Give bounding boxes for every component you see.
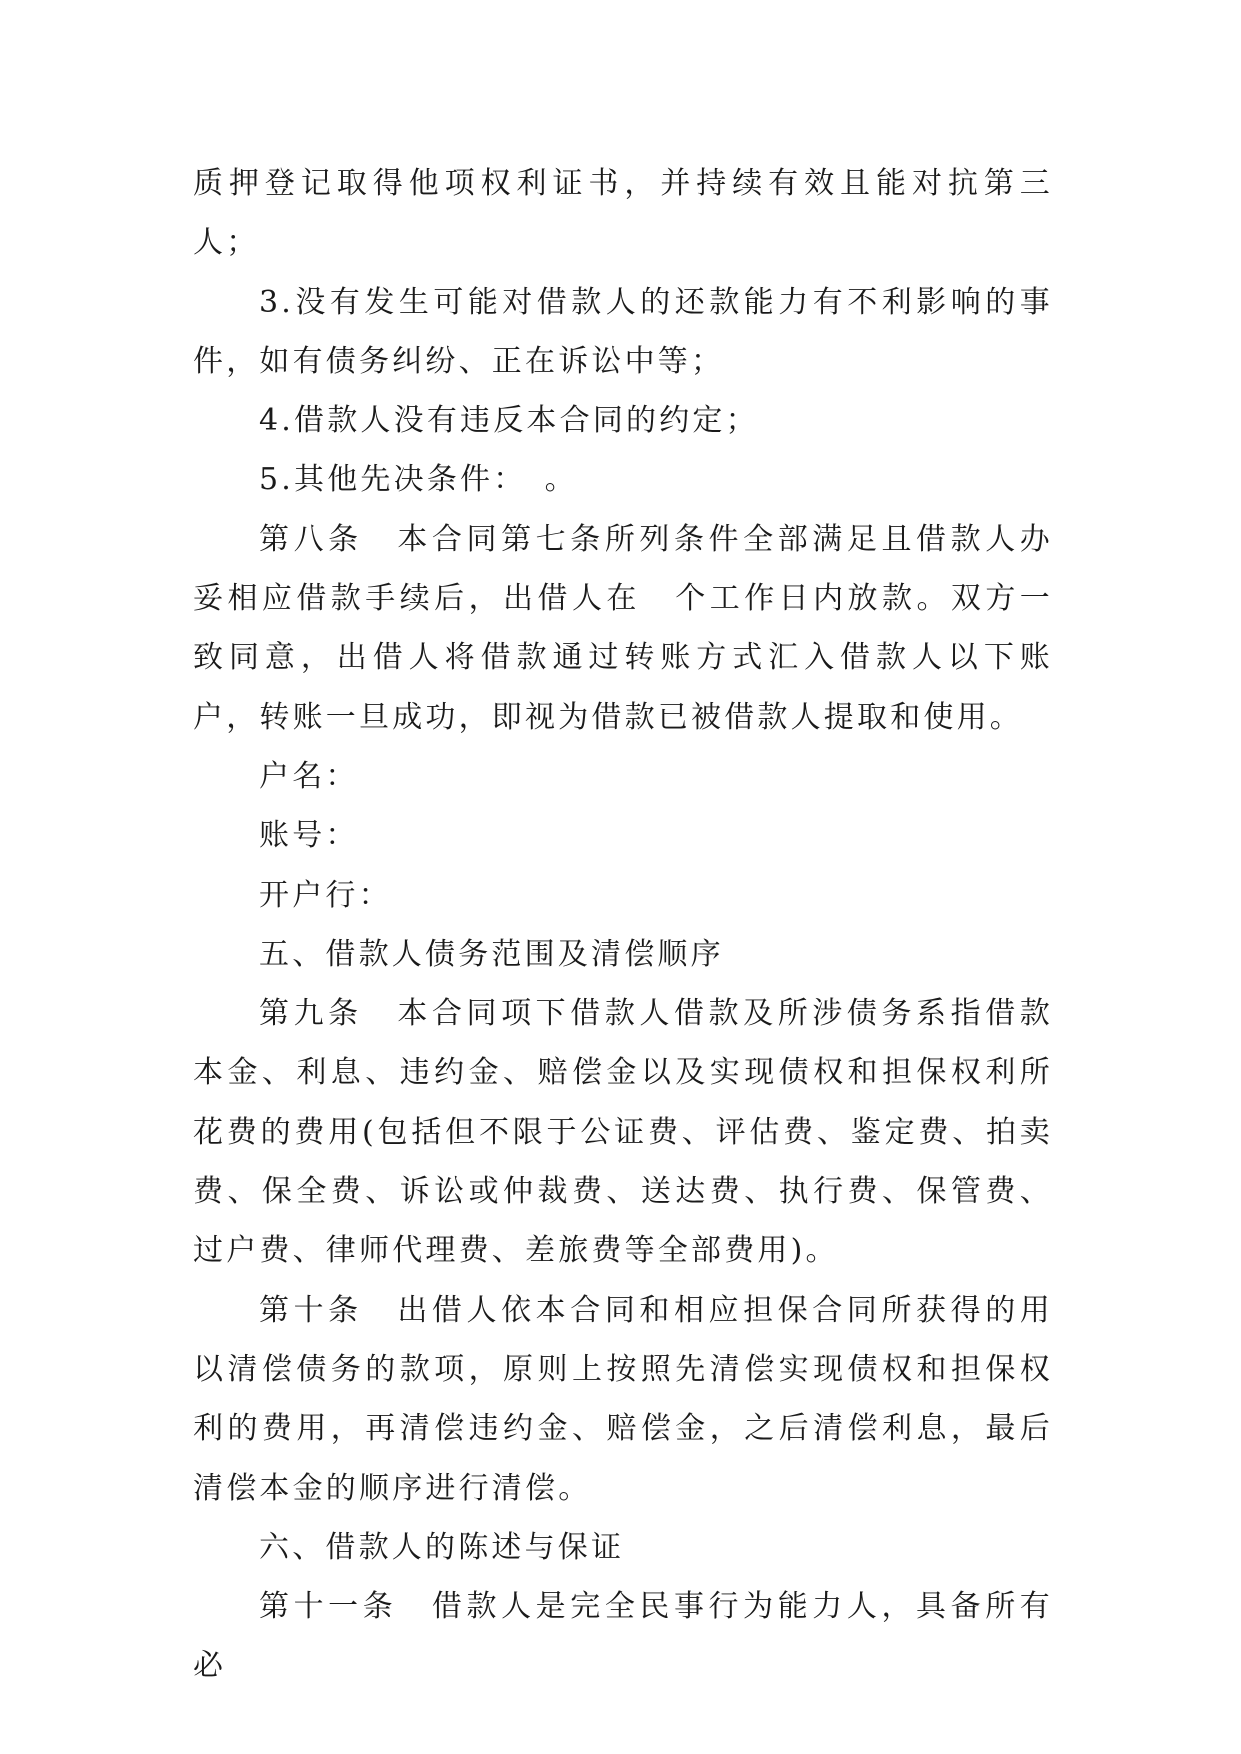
paragraph-article-10: 第十条 出借人依本合同和相应担保合同所获得的用以清偿债务的款项，原则上按照先清偿实现债权和担保权利的费用，再清偿违约金、赔偿金，之后清偿利息，最后清偿本金的顺序进行清偿。 bbox=[193, 1292, 1053, 1506]
field-account-number: 账号： bbox=[259, 818, 359, 854]
section-heading-5: 五、借款人债务范围及清偿顺序 bbox=[259, 936, 724, 972]
paragraph-article-8: 第八条 本合同第七条所列条件全部满足且借款人办妥相应借款手续后，出借人在 个工作日内放款。双方一致同意，出借人将借款通过转账方式汇入借款人以下账户，转账一旦成功，即视为借款已被借款人提取和使用。 bbox=[193, 521, 1053, 735]
paragraph-condition-5: 5.其他先决条件： 。 bbox=[259, 462, 578, 498]
paragraph-article-9: 第九条 本合同项下借款人借款及所涉债务系指借款本金、利息、违约金、赔偿金以及实现债权和担保权利所花费的费用(包括但不限于公证费、评估费、鉴定费、拍卖费、保全费、诉讼或仲裁费、送达费、执行费、保管费、过户费、律师代理费、差旅费等全部费用)。 bbox=[193, 996, 1053, 1269]
field-account-name: 户名： bbox=[259, 758, 359, 794]
paragraph-article-11: 第十一条 借款人是完全民事行为能力人，具备所有必 bbox=[193, 1589, 1053, 1684]
document-body bbox=[193, 154, 1053, 1696]
paragraph-pledge-registration: 质押登记取得他项权利证书，并持续有效且能对抗第三人； bbox=[193, 166, 1053, 261]
field-opening-bank: 开户行： bbox=[259, 877, 392, 913]
section-heading-6: 六、借款人的陈述与保证 bbox=[259, 1529, 625, 1565]
paragraph-condition-4: 4.借款人没有违反本合同的约定； bbox=[259, 403, 759, 439]
paragraph-condition-3: 3.没有发生可能对借款人的还款能力有不利影响的事件，如有债务纠纷、正在诉讼中等； bbox=[193, 284, 1053, 379]
